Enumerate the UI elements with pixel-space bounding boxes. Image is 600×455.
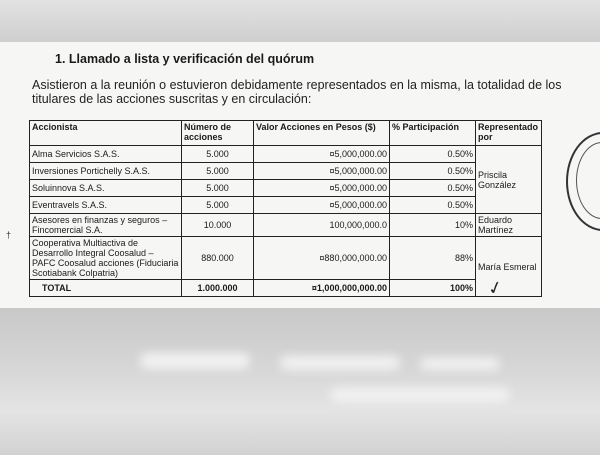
blur-streak <box>420 358 500 370</box>
table-row <box>30 146 542 163</box>
shareholder-name: Inversiones Portichelly S.A.S. <box>30 163 182 180</box>
table-row <box>30 214 542 237</box>
shareholder-name: Cooperativa Multiactiva de Desarrollo Integral Coosalud – PAFC Coosalud acciones (Fiduciaria Scotiabank Colpatria) <box>30 237 182 280</box>
blur-streak <box>280 356 400 370</box>
representative-cell: Eduardo Martínez <box>476 214 542 237</box>
shareholder-name: Alma Servicios S.A.S. <box>30 146 182 163</box>
table-row <box>30 197 542 214</box>
shares-value: ¤5,000,000.00 <box>254 197 390 214</box>
top-background <box>0 0 600 42</box>
total-participation: 100% <box>390 280 476 297</box>
shares-count: 880.000 <box>182 237 254 280</box>
document-page <box>0 42 600 308</box>
total-row <box>30 280 542 297</box>
table-row <box>30 180 542 197</box>
shareholder-name: Asesores en finanzas y seguros – Fincomercial S.A. <box>30 214 182 237</box>
handwritten-check-mark: ✓ <box>485 276 506 300</box>
shareholder-name: Eventravels S.A.S. <box>30 197 182 214</box>
shares-count: 5.000 <box>182 197 254 214</box>
participation: 10% <box>390 214 476 237</box>
blur-streak <box>140 353 250 369</box>
attendance-paragraph: Asistieron a la reunión o estuvieron debidamente representados en la misma, la totalidad de los titulares de las acciones suscritas y en circulación: <box>32 78 562 106</box>
shares-value: ¤5,000,000.00 <box>254 163 390 180</box>
participation: 0.50% <box>390 180 476 197</box>
blurred-background <box>0 308 600 455</box>
table-row <box>30 237 542 280</box>
shares-count: 5.000 <box>182 163 254 180</box>
blur-streak <box>330 388 510 402</box>
section-heading: 1. Llamado a lista y verificación del quórum <box>55 52 315 66</box>
representative-cell: Priscila González <box>476 146 542 214</box>
shareholders-table <box>29 120 542 297</box>
margin-mark: † <box>6 230 12 240</box>
header-numero: Número de acciones <box>182 121 254 146</box>
shares-count: 5.000 <box>182 146 254 163</box>
notary-stamp <box>566 132 600 231</box>
shares-count: 5.000 <box>182 180 254 197</box>
table-row <box>30 163 542 180</box>
participation: 0.50% <box>390 146 476 163</box>
participation: 0.50% <box>390 163 476 180</box>
total-label: TOTAL <box>30 280 182 297</box>
table-header-row <box>30 121 542 146</box>
shares-value: ¤5,000,000.00 <box>254 146 390 163</box>
representative-cell: María Esmeral <box>476 237 542 297</box>
shareholder-name: Soluinnova S.A.S. <box>30 180 182 197</box>
header-accionista: Accionista <box>30 121 182 146</box>
shares-value: 100,000,000.0 <box>254 214 390 237</box>
total-shares: 1.000.000 <box>182 280 254 297</box>
participation: 0.50% <box>390 197 476 214</box>
header-participacion: % Participación <box>390 121 476 146</box>
header-representado: Representado por <box>476 121 542 146</box>
header-valor: Valor Acciones en Pesos ($) <box>254 121 390 146</box>
participation: 88% <box>390 237 476 280</box>
total-value: ¤1,000,000,000.00 <box>254 280 390 297</box>
shares-count: 10.000 <box>182 214 254 237</box>
shares-value: ¤5,000,000.00 <box>254 180 390 197</box>
shares-value: ¤880,000,000.00 <box>254 237 390 280</box>
